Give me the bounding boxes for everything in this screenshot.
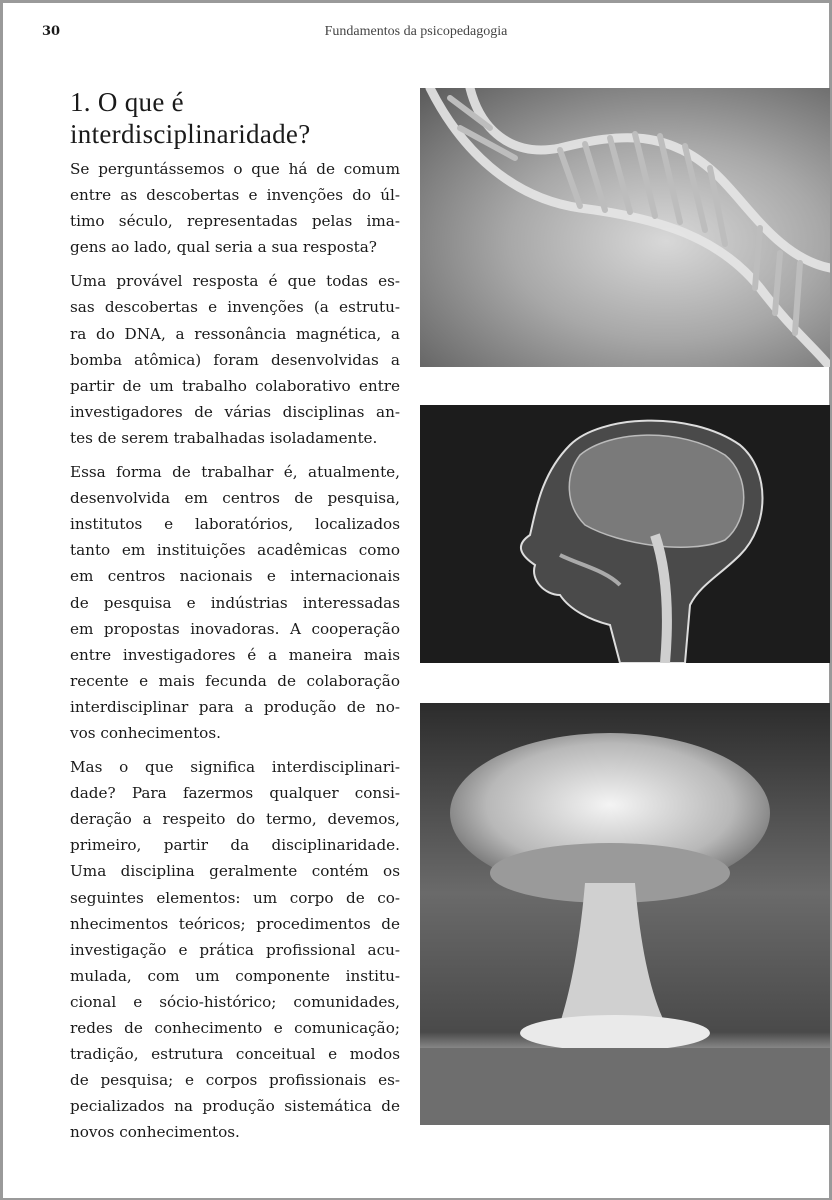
text-line: novos conhecimentos. (70, 1123, 240, 1142)
text-line: vos conhecimentos. (70, 723, 221, 742)
text-line: timo século, representadas pelas ima- (70, 212, 400, 231)
text-line: institutos e laboratórios, localizados (70, 515, 400, 534)
text-line: em propostas inovadoras. A cooperação (70, 619, 400, 638)
text-line: nhecimentos teóricos; procedimentos de (70, 914, 400, 933)
text-line: interdisciplinar para a produção de no- (70, 697, 400, 716)
text-line: dade? Para fazermos qualquer consi- (70, 784, 400, 803)
text-line: cional e sócio-histórico; comunidades, (70, 992, 400, 1011)
text-line: tradição, estrutura conceitual e modos (70, 1045, 400, 1064)
paragraph (70, 268, 400, 451)
text-line: entre as descobertas e invenções do úl- (70, 186, 400, 205)
text-line: de pesquisa; e corpos profissionais es- (70, 1071, 400, 1090)
text-line: seguintes elementos: um corpo de co- (70, 888, 400, 907)
text-line: pecializados na produção sistemática de (70, 1097, 400, 1116)
text-line: tanto em instituições acadêmicas como (70, 541, 400, 560)
text-line: investigadores de várias disciplinas an- (70, 402, 400, 421)
section-title (70, 86, 311, 150)
text-line: gens ao lado, qual seria a sua resposta? (70, 238, 377, 257)
text-line: Se perguntássemos o que há de comum (70, 160, 400, 178)
text-line: investigação e prática profissional acu- (70, 940, 400, 959)
section-title-line: 1. O que é (70, 87, 184, 117)
text-line: recente e mais fecunda de colaboração (70, 671, 400, 690)
atomic-bomb-mushroom-cloud-image (420, 703, 830, 1125)
body-text (70, 156, 400, 1153)
running-title: Fundamentos da psicopedagogia (324, 24, 508, 39)
dna-helix-image (420, 88, 830, 367)
text-line: Uma provável resposta é que todas es- (70, 272, 400, 291)
mri-head-scan-image (420, 405, 830, 663)
section-title-line: interdisciplinaridade? (70, 119, 311, 149)
paragraph (70, 754, 400, 1145)
text-line: bomba atômica) foram desenvolvidas a (70, 350, 400, 369)
text-line: ra do DNA, a ressonância magnética, a (70, 324, 400, 343)
text-line: deração a respeito do termo, devemos, (70, 810, 400, 829)
text-line: partir de um trabalho colaborativo entre (70, 376, 400, 395)
text-line: Essa forma de trabalhar é, atualmente, (70, 463, 400, 482)
text-line: redes de conhecimento e comunicação; (70, 1019, 400, 1037)
text-line: entre investigadores é a maneira mais (70, 645, 400, 664)
text-line: sas descobertas e invenções (a estrutu- (70, 298, 400, 317)
paragraph (70, 459, 400, 746)
text-line: em centros nacionais e internacionais (70, 567, 400, 586)
text-line: primeiro, partir da disciplinaridade. (70, 836, 400, 855)
text-line: desenvolvida em centros de pesquisa, (70, 489, 400, 508)
text-line: de pesquisa e indústrias interessadas (70, 593, 400, 612)
text-line: tes de serem trabalhadas isoladamente. (70, 428, 378, 447)
text-line: Uma disciplina geralmente contém os (70, 862, 400, 881)
text-line: Mas o que significa interdisciplinari- (70, 758, 400, 777)
paragraph (70, 156, 400, 260)
page-number: 30 (42, 24, 61, 39)
text-line: mulada, com um componente institu- (70, 966, 400, 985)
